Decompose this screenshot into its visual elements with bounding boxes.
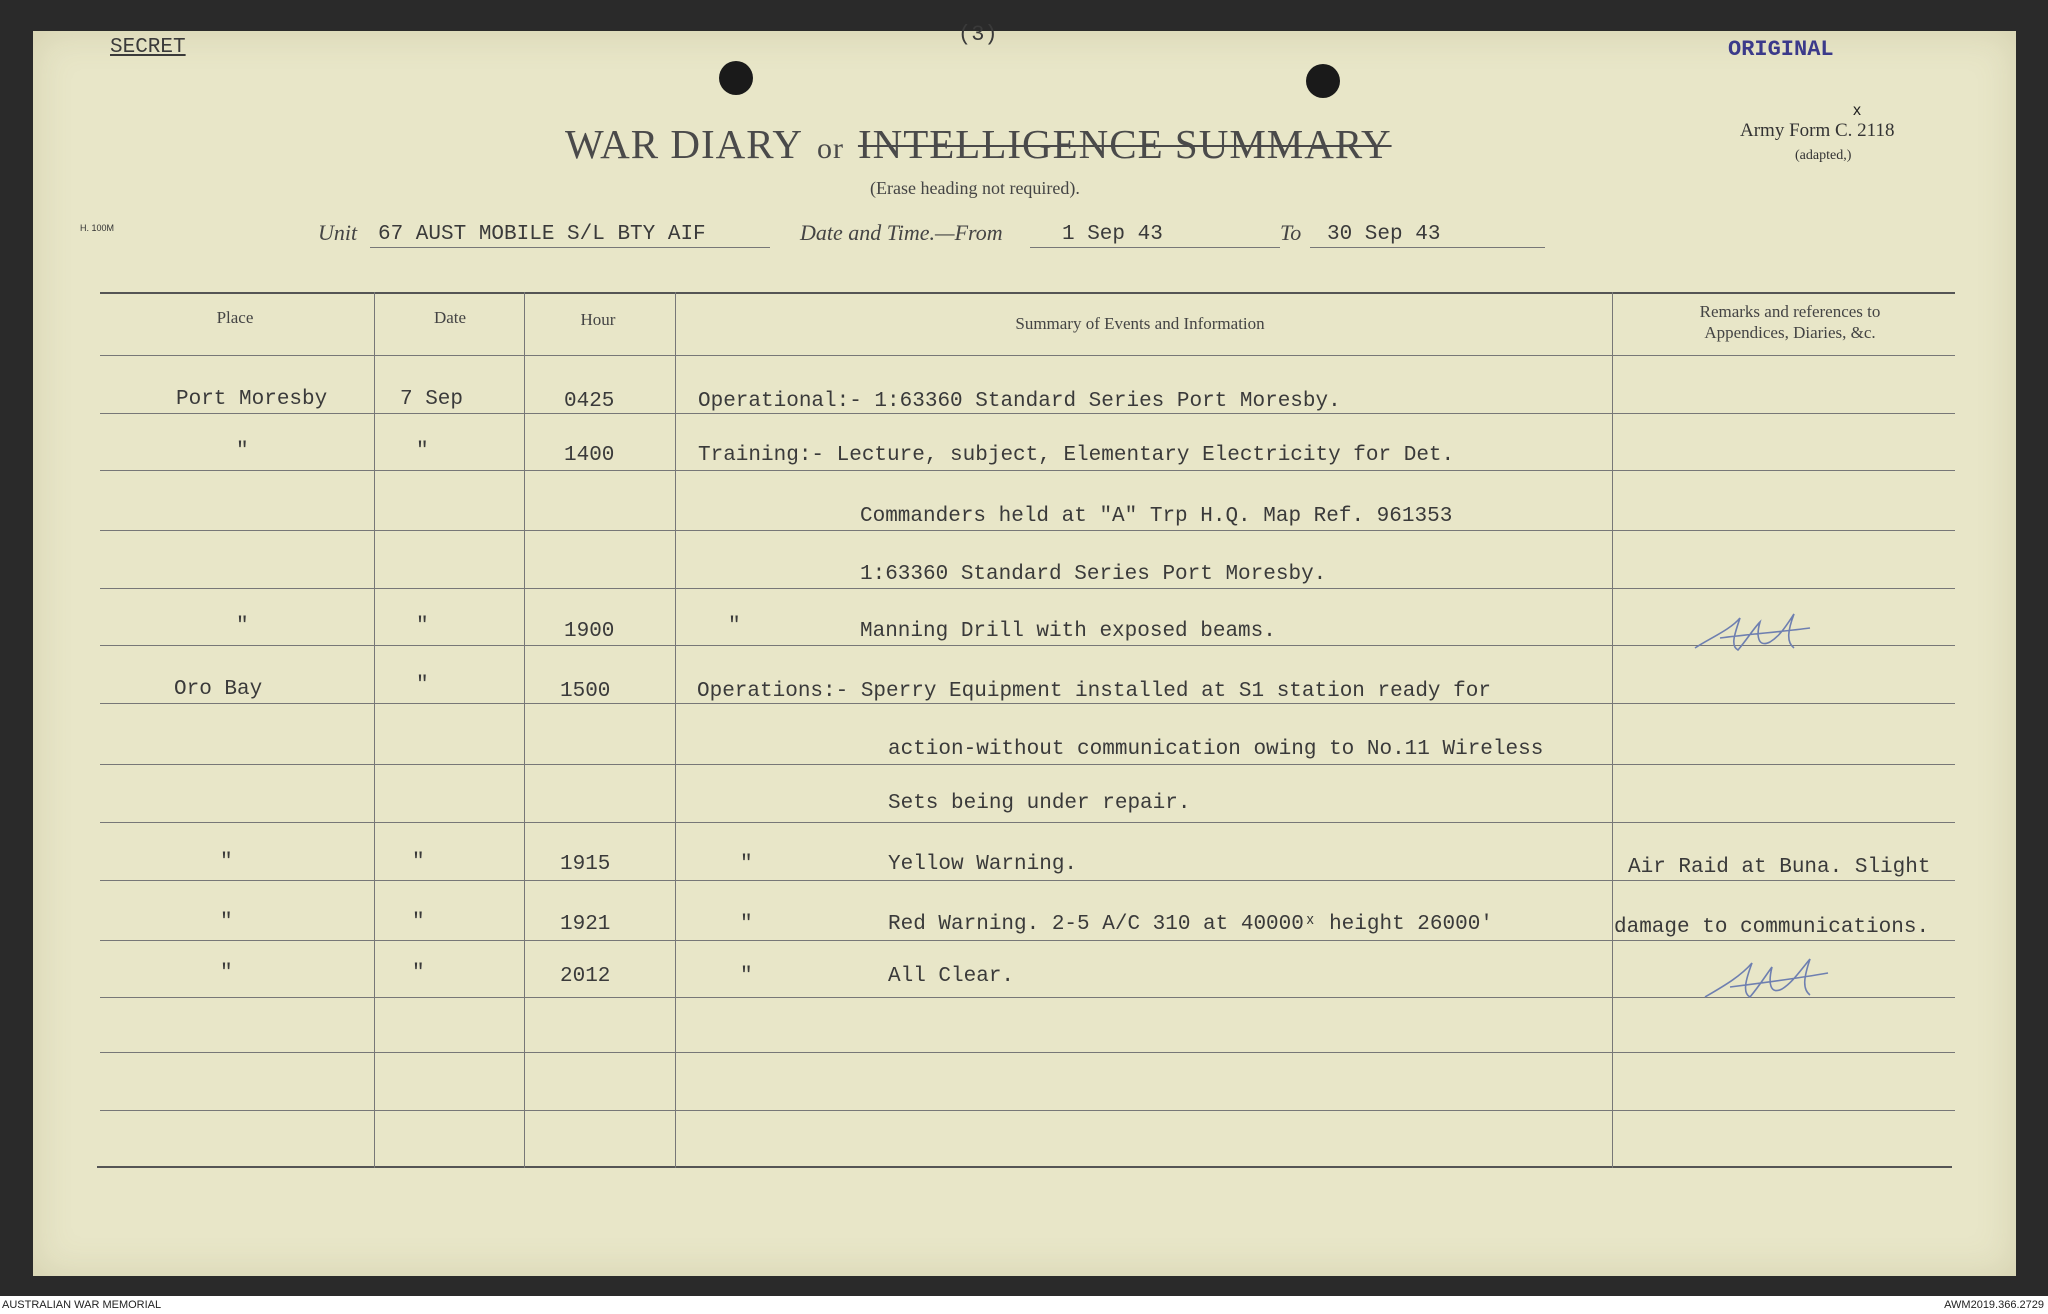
col-header-place: Place [216,308,254,327]
row-remarks: Air Raid at Buna. Slight [1628,856,1931,879]
row-hour: 1915 [560,853,611,876]
row-rule [100,940,1955,941]
punch-hole-right [1306,64,1340,98]
row-summary: Sets being under repair. [888,792,1191,815]
from-date: 1 Sep 43 [1062,223,1163,246]
title-struck-heading: INTELLIGENCE SUMMARY [857,121,1392,167]
row-place: Port Moresby [176,388,328,411]
row-date: " [412,962,425,985]
row-hour: 0425 [564,390,615,413]
col-header-remarks-1: Remarks and references to [1699,302,1881,321]
army-form-label: Army Form C. 2118 [1740,120,1895,141]
document-title [565,120,1392,168]
row-date: 7 Sep [400,388,464,411]
signature-initials-2 [1700,955,1840,1007]
row-summary: Operational:- 1:63360 Standard Series Port Moresby. [698,390,1341,413]
col-header-summary: Summary of Events and Information [1015,314,1265,333]
page-number: (3) [958,22,998,47]
signature-initials-1 [1690,608,1820,660]
row-hour: 1900 [564,620,615,643]
row-summary: Red Warning. 2-5 A/C 310 at 40000ˣ height 26000' [888,913,1493,936]
row-summary: All Clear. [888,965,1015,988]
adapted-label: (adapted,) [1795,148,1852,163]
row-summary: Yellow Warning. [888,853,1078,876]
row-hour: 2012 [560,965,611,988]
col-header-hour: Hour [580,310,616,329]
row-rule [100,822,1955,823]
row-rule [100,703,1955,704]
row-rule [100,413,1955,414]
secret-stamp: SECRET [110,36,186,59]
archive-name: AUSTRALIAN WAR MEMORIAL [2,1299,162,1311]
row-rule [100,1110,1955,1111]
table-top-rule [100,292,1955,294]
archive-reference: AWM2019.366.2729 [1944,1299,2044,1311]
unit-label: Unit [318,220,358,245]
col-divider-date [524,292,525,1168]
row-summary: Training:- Lecture, subject, Elementary Electricity for Det. [698,444,1455,467]
title-or: or [816,132,844,165]
row-ditto: " [740,965,753,988]
punch-hole-left [719,61,753,95]
row-summary: Operations:- Sperry Equipment installed at S1 station ready for [697,680,1491,703]
row-rule [100,764,1955,765]
row-place: " [220,962,233,985]
row-rule [100,530,1955,531]
army-form-mark: x [1853,102,1861,119]
form-code: H. 100M [80,223,115,233]
from-underline [1030,247,1280,248]
row-date: " [412,851,425,874]
col-divider-summary [1612,292,1613,1168]
row-ditto: " [740,913,753,936]
row-summary: action-without communication owing to No.11 Wireless [888,738,1544,761]
row-date: " [416,674,429,697]
row-remarks: damage to communications. [1614,916,1930,939]
row-ditto: " [728,615,741,638]
row-summary: 1:63360 Standard Series Port Moresby. [860,563,1327,586]
to-date: 30 Sep 43 [1327,223,1441,246]
row-place: " [236,615,249,638]
col-header-date: Date [433,308,467,327]
row-date: " [412,911,425,934]
original-stamp: ORIGINAL [1728,37,1834,62]
row-ditto: " [740,853,753,876]
col-header-remarks-2: Appendices, Diaries, &c. [1704,323,1876,342]
row-place: " [236,440,249,463]
archive-footer [0,1296,2048,1314]
row-rule [100,880,1955,881]
row-hour: 1500 [560,680,611,703]
date-time-label: Date and Time.—From [800,220,1003,245]
row-date: " [416,440,429,463]
row-rule [100,470,1955,471]
row-rule [100,1052,1955,1053]
table-bottom-rule [97,1166,1952,1168]
col-divider-hour [675,292,676,1168]
row-hour: 1400 [564,444,615,467]
row-rule [100,997,1955,998]
row-place: " [220,851,233,874]
row-rule [100,645,1955,646]
header-rule [100,355,1955,356]
to-underline [1310,247,1545,248]
row-summary: Manning Drill with exposed beams. [860,620,1276,643]
unit-value: 67 AUST MOBILE S/L BTY AIF [378,223,706,246]
row-date: " [416,615,429,638]
unit-underline [370,247,770,248]
row-rule [100,588,1955,589]
row-place: " [220,911,233,934]
row-place: Oro Bay [174,678,263,701]
row-hour: 1921 [560,913,611,936]
erase-note: (Erase heading not required). [870,178,1080,198]
title-war-diary: WAR DIARY [565,121,803,167]
col-divider-place [374,292,375,1168]
row-summary: Commanders held at "A" Trp H.Q. Map Ref. 961353 [860,505,1453,528]
to-label: To [1280,220,1302,245]
